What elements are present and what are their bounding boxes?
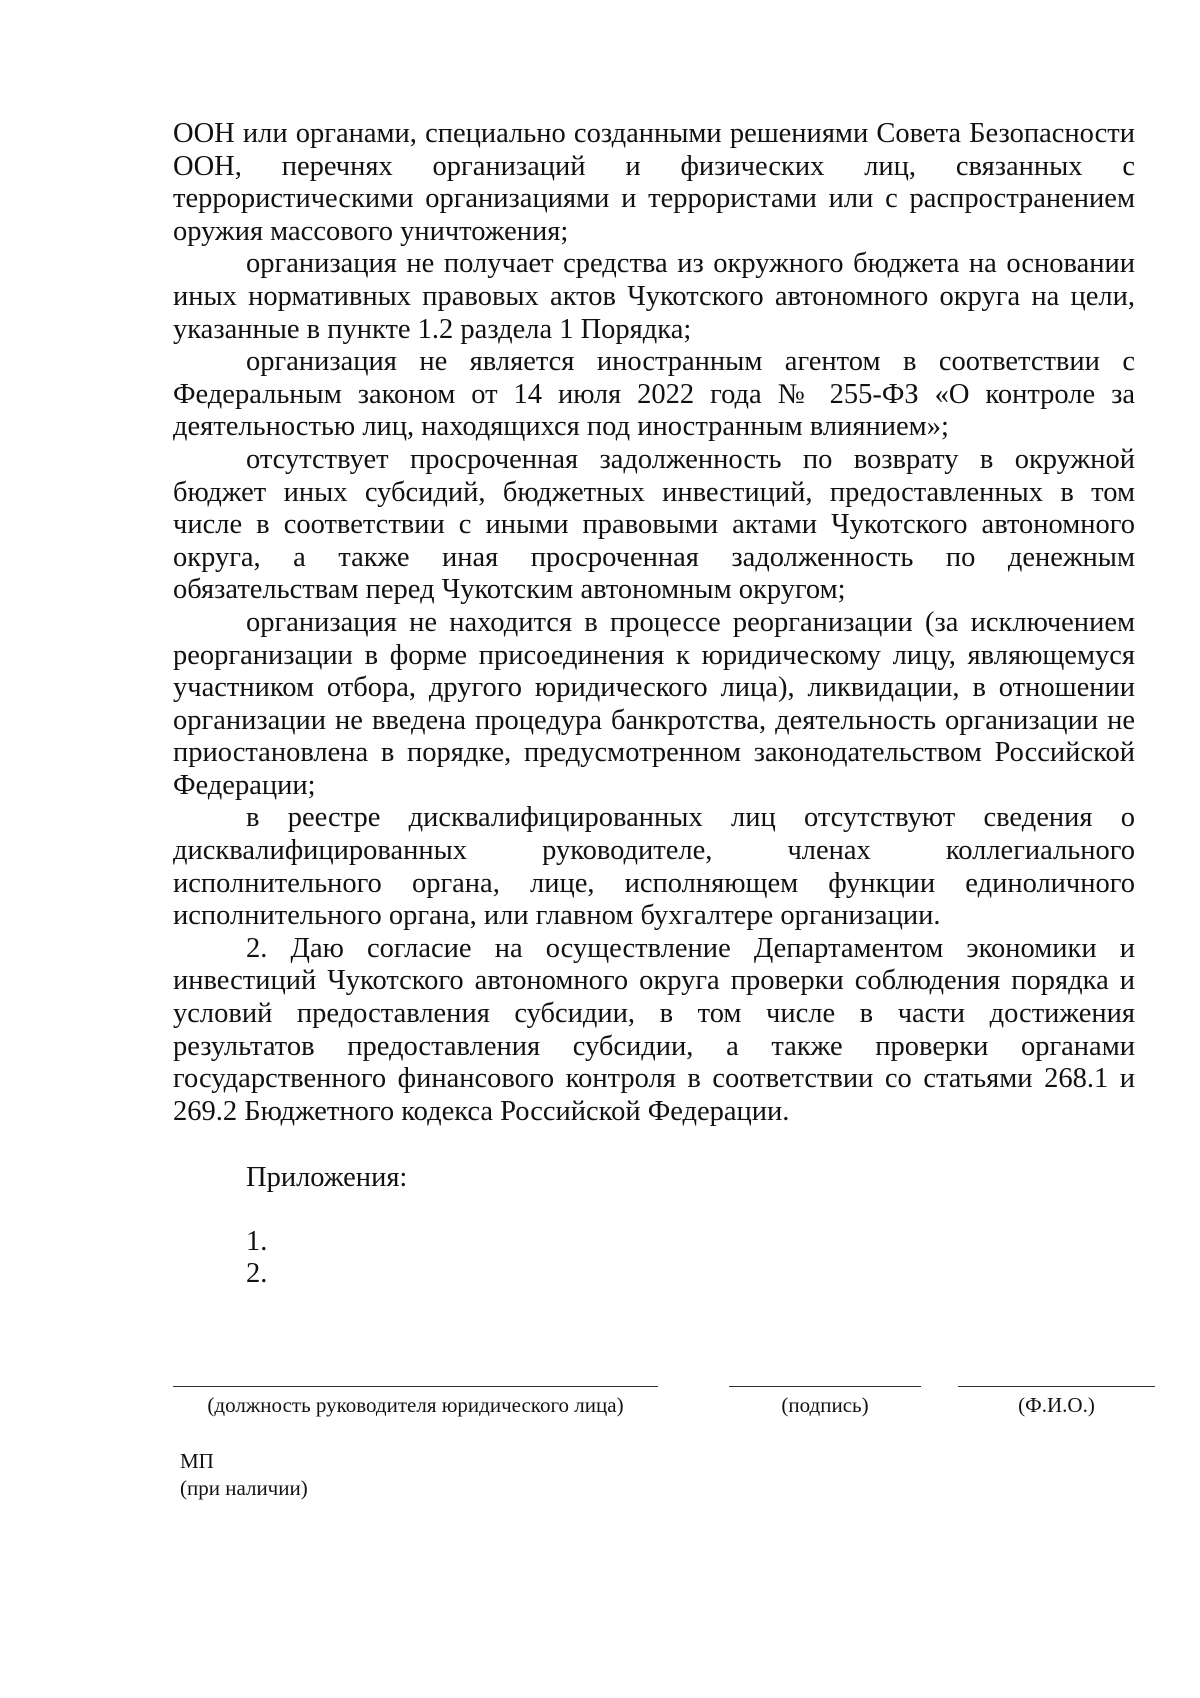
document-body xyxy=(173,118,1135,1128)
stamp-placeholder xyxy=(180,1448,308,1502)
name-signature-line xyxy=(958,1386,1155,1387)
attachment-item: 1. xyxy=(246,1225,268,1257)
signature-line xyxy=(729,1386,921,1387)
paragraph-no-budget-funds: организация не получает средства из окружного бюджета на основании иных нормативных правовых актов Чукотского автономного округа на цели, указанные в пункте 1.2 раздела 1 Порядка; xyxy=(173,248,1135,345)
attachment-item: 2. xyxy=(246,1258,268,1290)
name-caption: (Ф.И.О.) xyxy=(1018,1393,1095,1417)
signature-caption: (подпись) xyxy=(781,1393,869,1417)
attachments-section xyxy=(246,1162,407,1291)
paragraph-continuation: ООН или органами, специально созданными решениями Совета Безопасности ООН, перечнях организаций и физических лиц, связанных с террористическими организациями и террористами или с распространением оружия массового уничтожения; xyxy=(173,118,1135,247)
stamp-note: (при наличии) xyxy=(180,1476,308,1500)
paragraph-no-reorganization: организация не находится в процессе реорганизации (за исключением реорганизации в форме присоединения к юридическому лицу, являющемуся участником отбора, другого юридического лица), ликвидации, в отношении организации не введена процедура банкротства, деятельность организации не приостановлена в порядке, предусмотренном законодательством Российской Федерации; xyxy=(173,606,1135,801)
position-signature-line xyxy=(173,1386,658,1387)
stamp-label: МП xyxy=(180,1449,214,1473)
position-caption: (должность руководителя юридического лица) xyxy=(207,1393,624,1417)
paragraph-consent: 2. Даю согласие на осуществление Департаментом экономики и инвестиций Чукотского автономного округа проверки соблюдения порядка и условий предоставления субсидии, в том числе в части достижения результатов предоставления субсидии, а также проверки органами государственного финансового контроля в соответствии со статьями 268.1 и 269.2 Бюджетного кодекса Российской Федерации. xyxy=(173,932,1135,1127)
paragraph-not-foreign-agent: организация не является иностранным агентом в соответствии с Федеральным законом от 14 июля 2022 года № 255-ФЗ «О контроле за деятельностью лиц, находящихся под иностранным влиянием»; xyxy=(173,346,1135,443)
attachments-title: Приложения: xyxy=(246,1162,408,1193)
paragraph-no-overdue-debt: отсутствует просроченная задолженность по возврату в окружной бюджет иных субсидий, бюджетных инвестиций, предоставленных в том числе в соответствии с иными правовыми актами Чукотского автономного округа, а также иная просроченная задолженность по денежным обязательствам перед Чукотским автономным округом; xyxy=(173,443,1135,606)
paragraph-disqualified-registry: в реестре дисквалифицированных лиц отсутствуют сведения о дисквалифицированных руководителе, членах коллегиального исполнительного органа, лице, исполняющем функции единоличного исполнительного органа, или главном бухгалтере организации. xyxy=(173,802,1135,932)
